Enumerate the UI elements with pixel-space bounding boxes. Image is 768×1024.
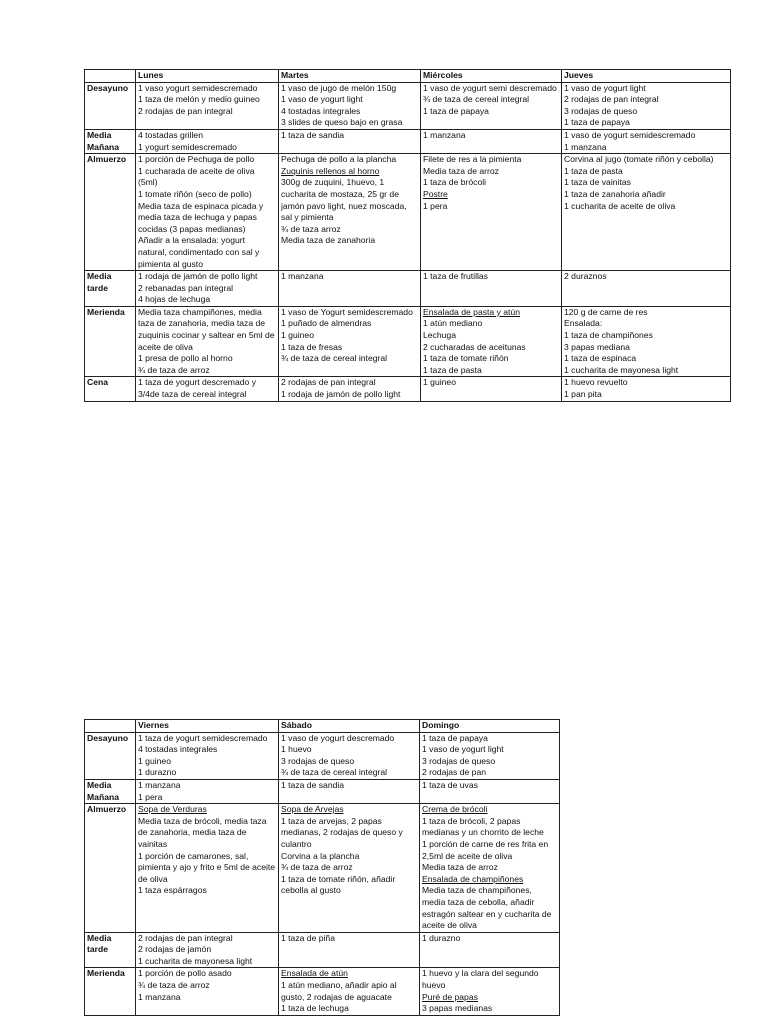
- menu-line: 1 cucharada de aceite de oliva (5ml): [138, 165, 255, 188]
- meal-cell: [136, 779, 279, 803]
- menu-line: 4 tostadas integrales: [281, 105, 361, 116]
- meal-cell: [421, 82, 562, 129]
- meal-plan-table-week-2: [84, 719, 560, 1016]
- menu-line: 120 g de carne de res: [564, 306, 648, 317]
- menu-line: 1 manzana: [138, 991, 181, 1002]
- menu-line: 1 taza de uvas: [422, 779, 478, 790]
- menu-line: Media taza de champiñones, media taza de cebolla, añadir estragón saltear en y cucharita de aceite de oliva: [422, 885, 552, 931]
- meal-label: Cena: [85, 377, 136, 401]
- meal-cell: [420, 804, 560, 933]
- menu-line: 1 atún mediano, añadir apio al gusto, 2 rodajas de aguacate: [281, 980, 397, 1002]
- meal-row: [85, 779, 560, 803]
- menu-line: 1 taza de sandia: [281, 129, 345, 140]
- corner-cell: [85, 70, 136, 83]
- menu-line: 1 pera: [138, 791, 163, 802]
- header-row: [85, 720, 560, 733]
- menu-line: 1 taza de frutillas: [423, 271, 488, 282]
- menu-line: 3 papas medianas: [422, 1003, 493, 1014]
- menu-line: 4 hojas de lechuga: [138, 294, 211, 305]
- menu-line: 2 duraznos: [564, 271, 607, 282]
- meal-cell: [421, 129, 562, 153]
- menu-line: 2 rodajas de jamón: [138, 944, 212, 955]
- menu-line: 4 tostadas integrales: [138, 744, 218, 755]
- menu-line: Zuquinis rellenos al horno: [281, 165, 380, 176]
- meal-row: [85, 377, 731, 401]
- menu-line: 1 porción de pollo asado: [138, 968, 232, 979]
- meal-label: Merienda: [85, 968, 136, 1015]
- meal-row: [85, 271, 731, 307]
- menu-line: 1 presa de pollo al horno: [138, 353, 233, 364]
- menu-line: 1 vaso de yogurt light: [422, 744, 504, 755]
- day-header: Sábado: [279, 720, 420, 733]
- meal-cell: [136, 154, 279, 271]
- menu-line: 1 vaso de yogurt semi descremado: [423, 82, 557, 93]
- menu-line: 1 taza de vainitas: [564, 177, 631, 188]
- meal-label: Merienda: [85, 306, 136, 377]
- meal-cell: [562, 154, 731, 271]
- menu-line: Media taza de brócoli, media taza de zanahoria, media taza de vainitas: [138, 815, 267, 849]
- menu-line: ¾ de taza de arroz: [138, 364, 210, 375]
- menu-line: 1 taza de arvejas, 2 papas medianas, 2 rodajas de queso y culantro: [281, 815, 403, 849]
- menu-line: Filete de res a la pimienta: [423, 154, 522, 165]
- meal-cell: [279, 377, 421, 401]
- menu-line: 1 taza de pasta: [564, 165, 623, 176]
- menu-line: Media taza champiñones, media taza de zanahoria, media taza de zuquinis cocinar y saltear en 5ml de aceite de oliva: [138, 306, 275, 352]
- menu-line: 1 vaso yogurt semidescremado: [138, 82, 258, 93]
- menu-line: 1 vaso de yogurt light: [281, 94, 363, 105]
- menu-line: 1 taza de tomate riñón, añadir cebolla al gusto: [281, 873, 396, 896]
- menu-line: 1 taza de pasta: [423, 364, 482, 375]
- menu-line: Puré de papas: [422, 991, 478, 1002]
- menu-line: Ensalada de pasta y atún: [423, 306, 520, 317]
- meal-cell: [279, 82, 421, 129]
- meal-cell: [136, 377, 279, 401]
- menu-line: 1 rodaja de jamón de pollo light: [281, 389, 401, 400]
- meal-cell: [136, 82, 279, 129]
- meal-label: Desayuno: [85, 82, 136, 129]
- menu-line: 1 vaso de yogurt light: [564, 82, 646, 93]
- meal-cell: [562, 271, 731, 307]
- menu-line: 2 rodajas de pan integral: [138, 932, 233, 943]
- menu-line: 1 taza de yogurt descremado y 3/4de taza de cereal integral: [138, 377, 256, 400]
- meal-cell: [562, 306, 731, 377]
- day-header: Miércoles: [421, 70, 562, 83]
- menu-line: Sopa de Verduras: [138, 804, 207, 815]
- menu-line: 1 taza de melón y medio guineo: [138, 94, 260, 105]
- meal-cell: [279, 129, 421, 153]
- menu-line: 1 guineo: [281, 330, 314, 341]
- menu-line: Postre: [423, 188, 448, 199]
- menu-line: 1 pan pita: [564, 389, 602, 400]
- menu-line: 1 manzana: [281, 271, 324, 282]
- meal-label: Almuerzo: [85, 804, 136, 933]
- menu-line: 1 manzana: [564, 141, 607, 152]
- menu-line: 3 rodajas de queso: [281, 755, 355, 766]
- menu-line: 1 taza de fresas: [281, 341, 343, 352]
- meal-cell: [420, 932, 560, 968]
- menu-line: 2 rodajas de pan integral: [138, 105, 233, 116]
- menu-line: ¾ de taza de arroz: [281, 862, 353, 873]
- menu-line: 1 taza de brócoli: [423, 177, 487, 188]
- menu-line: Ensalada de atún: [281, 968, 348, 979]
- menu-line: 1 taza de brócoli, 2 papas medianas y un chorrito de leche: [422, 815, 544, 838]
- menu-line: 2 rebanadas pan integral: [138, 282, 234, 293]
- menu-line: 1 taza espárragos: [138, 885, 207, 896]
- day-header: Viernes: [136, 720, 279, 733]
- day-header: Domingo: [420, 720, 560, 733]
- menu-line: ¾ de taza de cereal integral: [281, 767, 388, 778]
- menu-line: 1 cucharita de aceite de oliva: [564, 200, 676, 211]
- menu-line: 1 manzana: [423, 129, 466, 140]
- menu-line: 3 papas mediana: [564, 341, 630, 352]
- meal-cell: [136, 732, 279, 779]
- menu-line: 1 taza de yogurt semidescremado: [138, 732, 268, 743]
- meal-row: [85, 82, 731, 129]
- meal-row: [85, 306, 731, 377]
- menu-line: 2 rodajas de pan: [422, 767, 487, 778]
- menu-line: 1 taza de champiñones: [564, 330, 653, 341]
- menu-line: 1 vaso de yogurt semidescremado: [564, 129, 696, 140]
- menu-line: Ensalada:: [564, 318, 603, 329]
- menu-line: 1 manzana: [138, 779, 181, 790]
- menu-line: 1 vaso de jugo de melón 150g: [281, 82, 397, 93]
- meal-row: [85, 968, 560, 1015]
- menu-line: 1 rodaja de jamón de pollo light: [138, 271, 258, 282]
- menu-line: 1 vaso de Yogurt semidescremado: [281, 306, 413, 317]
- menu-line: 1 huevo revuelto: [564, 377, 628, 388]
- menu-line: 1 taza de papaya: [422, 732, 488, 743]
- menu-line: 3 rodajas de queso: [422, 755, 496, 766]
- meal-row: [85, 804, 560, 933]
- menu-line: 1 vaso de yogurt descremado: [281, 732, 395, 743]
- menu-line: 1 cucharita de mayonesa light: [564, 364, 679, 375]
- menu-line: 1 taza de papaya: [564, 117, 630, 128]
- menu-line: 1 taza de zanahoria añadir: [564, 188, 666, 199]
- menu-line: 1 taza de papaya: [423, 105, 489, 116]
- menu-line: Corvina al jugo (tomate riñón y cebolla): [564, 154, 714, 165]
- meal-cell: [279, 968, 420, 1015]
- meal-cell: [421, 377, 562, 401]
- day-header: Lunes: [136, 70, 279, 83]
- menu-line: 1 atún mediano: [423, 318, 483, 329]
- meal-cell: [420, 968, 560, 1015]
- meal-cell: [421, 271, 562, 307]
- meal-cell: [136, 129, 279, 153]
- corner-cell: [85, 720, 136, 733]
- menu-line: 3 rodajas de queso: [564, 105, 638, 116]
- menu-line: 3 slides de queso bajo en grasa: [281, 117, 403, 128]
- menu-line: Pechuga de pollo a la plancha: [281, 154, 397, 165]
- meal-row: [85, 932, 560, 968]
- menu-line: Media taza de espinaca picada y media taza de lechuga y papas cocidas (3 papas medianas): [138, 200, 264, 234]
- menu-line: 1 pera: [423, 200, 448, 211]
- menu-line: Sopa de Arvejas: [281, 804, 344, 815]
- menu-line: 1 yogurt semidescremado: [138, 141, 237, 152]
- meal-row: [85, 154, 731, 271]
- menu-line: 1 durazno: [422, 932, 461, 943]
- meal-cell: [562, 129, 731, 153]
- meal-cell: [279, 804, 420, 933]
- menu-line: Media taza de zanahoria: [281, 235, 376, 246]
- meal-cell: [420, 732, 560, 779]
- header-row: [85, 70, 731, 83]
- menu-line: 1 huevo y la clara del segundo huevo: [422, 968, 539, 991]
- menu-line: Media taza de arroz: [422, 862, 498, 873]
- menu-line: 1 durazno: [138, 767, 177, 778]
- menu-line: 1 guineo: [138, 755, 171, 766]
- meal-label: Media tarde: [85, 271, 136, 307]
- menu-line: ¾ de taza de arroz: [138, 980, 210, 991]
- meal-cell: [420, 779, 560, 803]
- menu-line: ¾ de taza de cereal integral: [281, 353, 388, 364]
- meal-cell: [421, 306, 562, 377]
- menu-line: Lechuga: [423, 330, 456, 341]
- menu-line: 2 rodajas de pan integral: [281, 377, 376, 388]
- meal-cell: [562, 377, 731, 401]
- menu-line: 1 taza de espinaca: [564, 353, 637, 364]
- menu-line: 2 rodajas de pan integral: [564, 94, 659, 105]
- meal-plan-table-week-1: [84, 69, 731, 402]
- menu-line: 1 huevo: [281, 744, 312, 755]
- meal-cell: [279, 779, 420, 803]
- meal-cell: [136, 968, 279, 1015]
- menu-line: 1 porción de carne de res frita en 2,5ml de aceite de oliva: [422, 838, 549, 861]
- menu-line: Crema de brócoli: [422, 804, 488, 815]
- meal-label: Almuerzo: [85, 154, 136, 271]
- meal-cell: [279, 732, 420, 779]
- meal-label: Media Mañana: [85, 129, 136, 153]
- menu-line: 1 porción de camarones, sal, pimienta y ajo y frito e 5ml de aceite de oliva: [138, 850, 276, 884]
- menu-line: ¾ de taza arroz: [281, 223, 341, 234]
- menu-line: 1 taza de sandia: [281, 779, 345, 790]
- meal-label: Media Mañana: [85, 779, 136, 803]
- menu-line: 1 tomate riñón (seco de pollo): [138, 188, 252, 199]
- menu-line: 4 tostadas grillen: [138, 129, 203, 140]
- meal-label: Desayuno: [85, 732, 136, 779]
- menu-line: Ensalada de champiñones: [422, 873, 524, 884]
- meal-row: [85, 732, 560, 779]
- meal-label: Media tarde: [85, 932, 136, 968]
- meal-row: [85, 129, 731, 153]
- day-header: Jueves: [562, 70, 731, 83]
- meal-cell: [136, 271, 279, 307]
- meal-cell: [279, 306, 421, 377]
- menu-line: 1 cucharita de mayonesa light: [138, 955, 253, 966]
- meal-cell: [279, 271, 421, 307]
- menu-line: 1 taza de lechuga: [281, 1003, 349, 1014]
- menu-line: 1 guineo: [423, 377, 456, 388]
- menu-line: 1 taza de tomate riñón: [423, 353, 509, 364]
- menu-line: Añadir a la ensalada: yogurt natural, condimentado con sal y pimienta al gusto: [138, 235, 260, 269]
- meal-cell: [279, 154, 421, 271]
- menu-line: 1 taza de piña: [281, 932, 335, 943]
- meal-cell: [136, 804, 279, 933]
- day-header: Martes: [279, 70, 421, 83]
- meal-cell: [136, 306, 279, 377]
- meal-cell: [562, 82, 731, 129]
- menu-line: Corvina a la plancha: [281, 850, 360, 861]
- menu-line: Media taza de arroz: [423, 165, 499, 176]
- menu-line: ¾ de taza de cereal integral: [423, 94, 530, 105]
- meal-cell: [279, 932, 420, 968]
- menu-line: 300g de zuquini, 1huevo, 1 cucharita de mostaza, 25 gr de jamón pavo light, nuez moscada, sal y pimienta: [281, 177, 407, 223]
- meal-cell: [421, 154, 562, 271]
- menu-line: 1 porción de Pechuga de pollo: [138, 154, 255, 165]
- menu-line: 1 puñado de almendras: [281, 318, 372, 329]
- menu-line: 2 cucharadas de aceitunas: [423, 341, 526, 352]
- meal-cell: [136, 932, 279, 968]
